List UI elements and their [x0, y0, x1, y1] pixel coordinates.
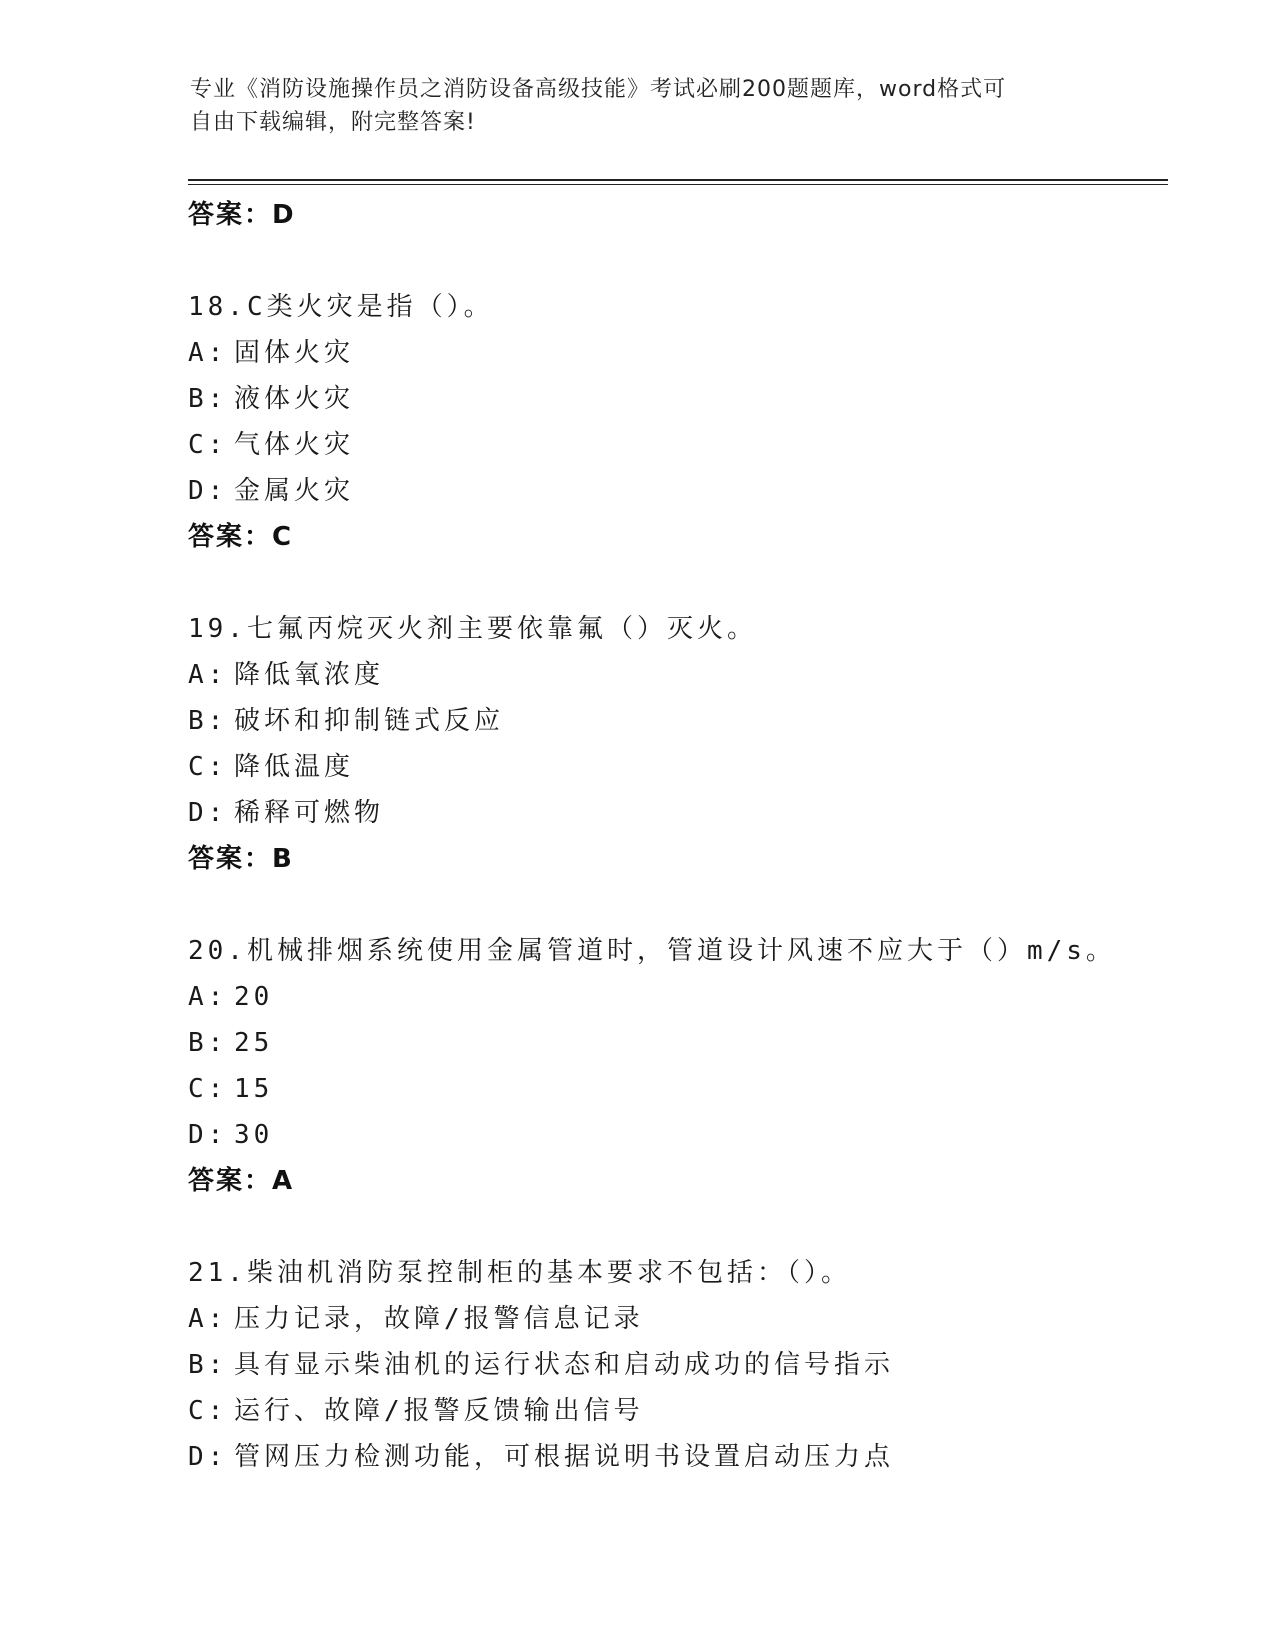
- option-key: B:: [188, 706, 228, 736]
- option-d: [188, 1434, 1168, 1480]
- option-text: 具有显示柴油机的运行状态和启动成功的信号指示: [234, 1350, 895, 1380]
- header-line-2: 自由下载编辑，附完整答案!: [190, 110, 476, 135]
- option-a: [188, 652, 1168, 698]
- question-item: [188, 1250, 1168, 1480]
- option-text: 运行、故障/报警反馈输出信号: [234, 1396, 644, 1426]
- option-text: 金属火灾: [234, 476, 355, 506]
- option-d: [188, 1112, 1168, 1158]
- option-d: [188, 468, 1168, 514]
- option-text: 气体火灾: [234, 430, 355, 460]
- option-a: [188, 974, 1168, 1020]
- option-text: 压力记录，故障/报警信息记录: [234, 1304, 644, 1334]
- option-text: 降低温度: [234, 752, 355, 782]
- question-stem: 19.七氟丙烷灭火剂主要依靠氟（）灭火。: [188, 614, 757, 644]
- option-key: C:: [188, 1074, 228, 1104]
- answer-line: 答案：D: [188, 200, 296, 230]
- option-key: B:: [188, 1028, 228, 1058]
- option-text: 降低氧浓度: [234, 660, 385, 690]
- option-a: [188, 1296, 1168, 1342]
- option-c: [188, 422, 1168, 468]
- question-item: [188, 606, 1168, 882]
- option-key: C:: [188, 430, 228, 460]
- option-key: A:: [188, 1304, 228, 1334]
- answer-line: 答案：A: [188, 1166, 295, 1196]
- option-c: [188, 1388, 1168, 1434]
- option-b: [188, 1020, 1168, 1066]
- option-c: [188, 744, 1168, 790]
- question-stem: 18.C类火灾是指（）。: [188, 292, 494, 322]
- option-key: B:: [188, 1350, 228, 1380]
- option-text: 破坏和抑制链式反应: [234, 706, 505, 736]
- option-text: 稀释可燃物: [234, 798, 385, 828]
- option-text: 20: [234, 982, 274, 1012]
- option-a: [188, 330, 1168, 376]
- document-header: [190, 73, 1090, 139]
- option-text: 管网压力检测功能，可根据说明书设置启动压力点: [234, 1442, 895, 1472]
- option-key: A:: [188, 982, 228, 1012]
- option-c: [188, 1066, 1168, 1112]
- option-text: 固体火灾: [234, 338, 355, 368]
- option-text: 25: [234, 1028, 274, 1058]
- option-key: C:: [188, 752, 228, 782]
- header-divider: [188, 179, 1168, 185]
- option-b: [188, 1342, 1168, 1388]
- header-line-1: 专业《消防设施操作员之消防设备高级技能》考试必刷200题题库，word格式可: [190, 77, 1007, 102]
- option-text: 30: [234, 1120, 274, 1150]
- question-item: [188, 284, 1168, 560]
- question-stem: 20.机械排烟系统使用金属管道时，管道设计风速不应大于（）m/s。: [188, 936, 1116, 966]
- option-key: A:: [188, 660, 228, 690]
- option-key: D:: [188, 1442, 228, 1472]
- question-list: [188, 192, 1168, 1480]
- answer-line: 答案：B: [188, 844, 294, 874]
- option-b: [188, 698, 1168, 744]
- option-key: D:: [188, 1120, 228, 1150]
- option-key: D:: [188, 476, 228, 506]
- answer-line: 答案：C: [188, 522, 294, 552]
- option-d: [188, 790, 1168, 836]
- option-key: C:: [188, 1396, 228, 1426]
- question-item: [188, 928, 1168, 1204]
- option-text: 液体火灾: [234, 384, 355, 414]
- option-b: [188, 376, 1168, 422]
- option-key: D:: [188, 798, 228, 828]
- option-key: A:: [188, 338, 228, 368]
- question-stem: 21.柴油机消防泵控制柜的基本要求不包括：（）。: [188, 1258, 851, 1288]
- option-text: 15: [234, 1074, 274, 1104]
- option-key: B:: [188, 384, 228, 414]
